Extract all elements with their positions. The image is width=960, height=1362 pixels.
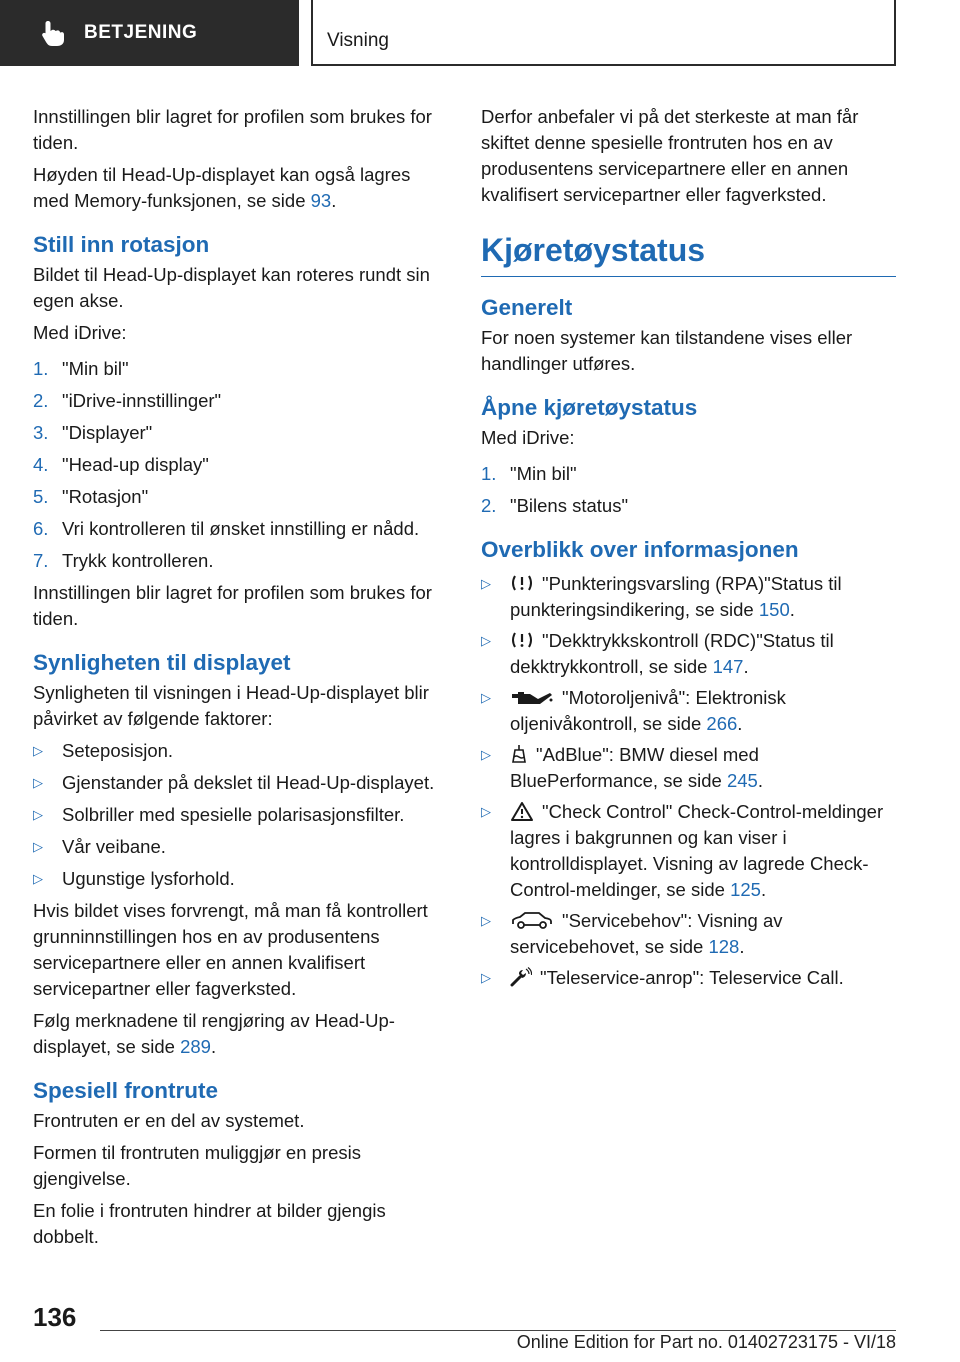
page-link[interactable]: 147 xyxy=(712,656,744,677)
paragraph: Derfor anbefaler vi på det sterkeste at man får skiftet denne spesielle frontruten hos en av produsentens servicepartnere eller en annen kvalifisert servicepartner eller fagverksted. xyxy=(481,106,859,205)
heading-vehicle-status: Kjøretøystatus xyxy=(481,230,896,277)
paragraph: Innstillingen blir lagret for profilen som brukes for tiden. xyxy=(33,582,432,629)
page-footer xyxy=(0,1296,960,1362)
list-item: ▷ "Check Control" Check-Control-meldinger lagres i bakgrunnen og kan viser i kontrolldisplayet. Visning av lagrede Check-Control-meldinger, se side 125. xyxy=(481,799,896,903)
list-item: 4. "Head-up display" xyxy=(33,454,209,475)
triangle-bullet-icon: ▷ xyxy=(33,871,43,886)
page-link[interactable]: 266 xyxy=(706,713,738,734)
triangle-bullet-icon: ▷ xyxy=(33,775,43,790)
footer-divider xyxy=(100,1330,896,1331)
tire-warning-icon xyxy=(510,573,534,593)
list-item: 2. "iDrive-innstillinger" xyxy=(33,390,222,411)
step-list xyxy=(33,356,447,574)
paragraph: For noen systemer kan tilstandene vises eller handlinger utføres. xyxy=(481,327,853,374)
heading-overview: Overblikk over informasjonen xyxy=(481,537,799,562)
triangle-bullet-icon: ▷ xyxy=(481,747,491,762)
section-tab xyxy=(0,0,299,66)
heading-rotation: Still inn rotasjon xyxy=(33,232,210,257)
bullet-list xyxy=(33,738,447,892)
wrench-call-icon xyxy=(510,967,532,987)
page-link[interactable]: 245 xyxy=(726,770,758,791)
list-item: ▷ Gjenstander på dekslet til Head-Up-displayet. xyxy=(33,770,447,796)
list-item: 3. "Displayer" xyxy=(33,422,153,443)
list-item: 2. "Bilens status" xyxy=(481,495,629,516)
list-item: ▷ Vår veibane. xyxy=(33,834,447,860)
paragraph: Følg merknadene til rengjøring av Head-Up-displayet, se side 289. xyxy=(33,1010,395,1057)
page-header xyxy=(0,0,960,66)
list-item: 6. Vri kontrolleren til ønsket innstilling er nådd. xyxy=(33,518,420,539)
list-item: ▷ Seteposisjon. xyxy=(33,738,447,764)
hand-pointer-icon xyxy=(40,19,66,47)
subsection-title: Visning xyxy=(327,30,389,51)
heading-visibility: Synligheten til displayet xyxy=(33,650,291,675)
page-number: 136 xyxy=(33,1302,77,1332)
tire-warning-icon xyxy=(510,630,534,650)
list-item: ▷ Ugunstige lysforhold. xyxy=(33,866,447,892)
paragraph: Bildet til Head-Up-displayet kan roteres rundt sin egen akse. xyxy=(33,264,430,311)
triangle-bullet-icon: ▷ xyxy=(481,633,491,648)
paragraph: Med iDrive: xyxy=(481,427,575,448)
paragraph: En folie i frontruten hindrer at bilder gjengis dobbelt. xyxy=(33,1200,386,1247)
list-item: ▷ "Dekktrykkskontroll (RDC)"Status til dekktrykkontroll, se side 147. xyxy=(481,628,896,680)
paragraph: Formen til frontruten muliggjør en presis gjengivelse. xyxy=(33,1142,361,1189)
list-item: 5. "Rotasjon" xyxy=(33,486,149,507)
list-item: ▷ "AdBlue": BMW diesel med BluePerformance, se side 245. xyxy=(481,742,896,794)
heading-open-status: Åpne kjøretøystatus xyxy=(481,395,698,420)
page-link[interactable]: 289 xyxy=(180,1036,211,1057)
list-item: 1. "Min bil" xyxy=(33,358,129,379)
triangle-bullet-icon: ▷ xyxy=(33,807,43,822)
page-link[interactable]: 128 xyxy=(708,936,740,957)
list-item: ▷ Solbriller med spesielle polarisasjonsfilter. xyxy=(33,802,447,828)
paragraph: Synligheten til visningen i Head-Up-displayet blir påvirket av følgende faktorer: xyxy=(33,682,429,729)
triangle-bullet-icon: ▷ xyxy=(481,690,491,705)
subsection-tab xyxy=(311,0,896,66)
triangle-bullet-icon: ▷ xyxy=(481,576,491,591)
heading-windshield: Spesiell frontrute xyxy=(33,1078,219,1103)
left-column xyxy=(33,104,447,1256)
paragraph: Frontruten er en del av systemet. xyxy=(33,1110,305,1131)
page-link[interactable]: 125 xyxy=(730,879,761,900)
info-list xyxy=(481,571,896,991)
adblue-icon xyxy=(510,744,528,764)
triangle-bullet-icon: ▷ xyxy=(33,839,43,854)
edition-text: Online Edition for Part no. 01402723175 - VI/18 xyxy=(516,1332,896,1352)
list-item: 1. "Min bil" xyxy=(481,463,577,484)
list-item: ▷ "Teleservice-anrop": Teleservice Call. xyxy=(481,965,896,991)
paragraph: Med iDrive: xyxy=(33,322,127,343)
triangle-bullet-icon: ▷ xyxy=(481,970,491,985)
paragraph: Hvis bildet vises forvrengt, må man få kontrollert grunninnstillingen hos en av produsentens servicepartnere eller en annen kvalifisert servicepartner eller fagverksted. xyxy=(33,900,428,999)
list-item: ▷ "Punkteringsvarsling (RPA)"Status til punkteringsindikering, se side 150. xyxy=(481,571,896,623)
page-link[interactable]: 93 xyxy=(310,190,332,211)
paragraph: Innstillingen blir lagret for profilen som brukes for tiden. xyxy=(33,106,432,153)
oil-can-icon xyxy=(510,689,554,707)
triangle-bullet-icon: ▷ xyxy=(481,804,491,819)
section-title: BETJENING xyxy=(84,22,198,43)
right-column xyxy=(481,104,896,996)
step-list xyxy=(481,461,896,519)
list-item: 7. Trykk kontrolleren. xyxy=(33,550,214,571)
page-link[interactable]: 150 xyxy=(758,599,790,620)
triangle-bullet-icon: ▷ xyxy=(481,913,491,928)
list-item: ▷ "Motoroljenivå": Elektronisk oljenivåkontroll, se side 266. xyxy=(481,685,896,737)
list-item: ▷ "Servicebehov": Visning av servicebehovet, se side 128. xyxy=(481,908,896,960)
car-service-icon xyxy=(510,910,554,930)
heading-general: Generelt xyxy=(481,295,573,320)
warning-triangle-icon xyxy=(510,801,534,821)
paragraph: Høyden til Head-Up-displayet kan også lagres med Memory-funksjonen, se side 93. xyxy=(33,164,411,211)
triangle-bullet-icon: ▷ xyxy=(33,743,43,758)
